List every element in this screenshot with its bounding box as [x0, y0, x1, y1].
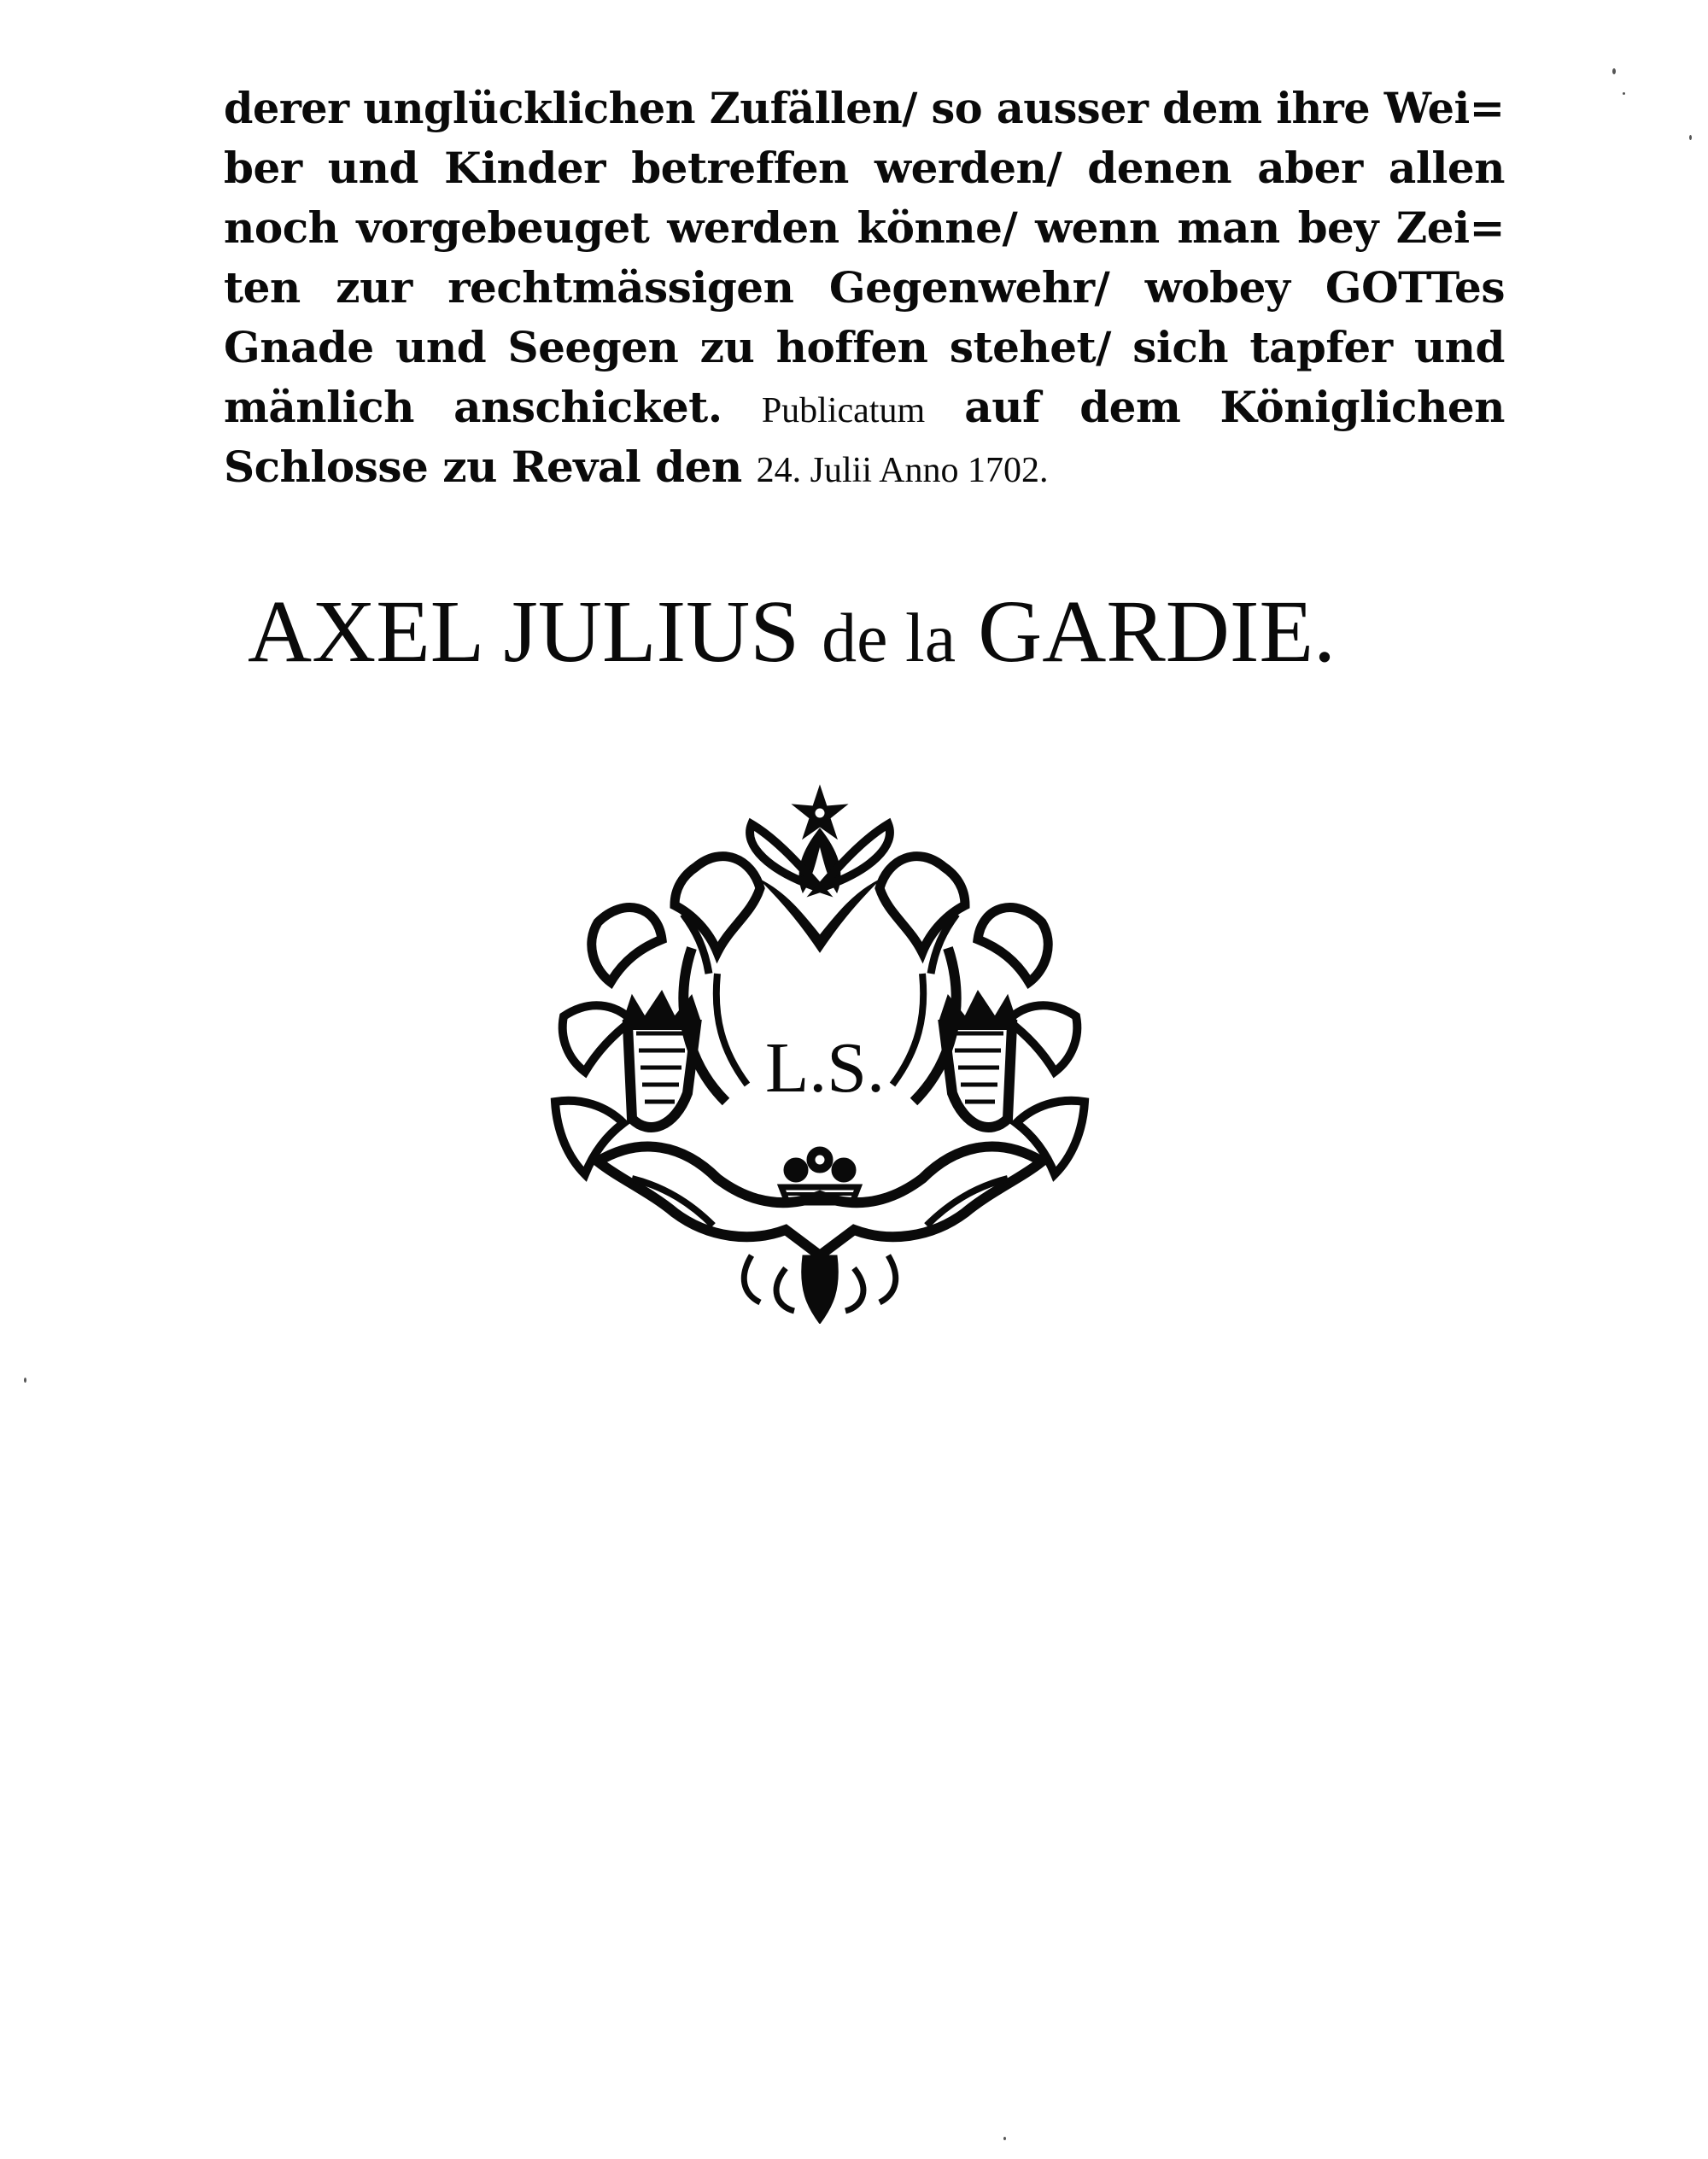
- line-segment: Schlosse zu Reval den: [224, 442, 757, 492]
- text-line-5: [224, 318, 1505, 377]
- scan-speck: [1689, 135, 1692, 140]
- foliage-wreath-icon: [547, 777, 1093, 1324]
- text-line-6: [224, 377, 1505, 437]
- seal-label: L.S.: [764, 1028, 886, 1108]
- publicatum-word: Publicatum: [761, 391, 926, 430]
- signature-name: [248, 581, 1486, 689]
- line-segment: ten zur rechtmässigen Gegenwehr/ wobey GOTTes: [224, 262, 1505, 313]
- line-segment: derer unglücklichen Zufällen/ so ausser dem ihre Wei=: [224, 83, 1505, 133]
- line-segment: mänlich anschicket.: [224, 382, 762, 432]
- line-segment: Gnade und Seegen zu hoffen stehet/ sich tapfer und: [224, 322, 1505, 372]
- text-line-7: [224, 437, 1505, 497]
- scan-speck: [1003, 2137, 1006, 2140]
- signature-part: de la: [822, 599, 956, 676]
- text-line-2: [224, 138, 1505, 198]
- line-segment: noch vorgebeuget werden könne/ wenn man bey Zei=: [224, 202, 1505, 253]
- text-line-1: [224, 79, 1505, 138]
- text-line-3: [224, 198, 1505, 258]
- scan-speck: [1612, 68, 1616, 74]
- line-segment: ber und Kinder betreffen werden/ denen aber allen: [224, 143, 1505, 193]
- proclamation-text: [224, 79, 1505, 497]
- publication-date: 24. Julii Anno 1702.: [756, 451, 1049, 490]
- scan-speck: [24, 1378, 26, 1383]
- scan-speck: [1623, 92, 1625, 95]
- seal-ornament: [547, 777, 1093, 1324]
- signature-part: GARDIE.: [956, 582, 1337, 681]
- line-segment: auf dem Königlichen: [925, 382, 1505, 432]
- text-line-4: [224, 258, 1505, 318]
- signature-part: AXEL JULIUS: [248, 582, 822, 681]
